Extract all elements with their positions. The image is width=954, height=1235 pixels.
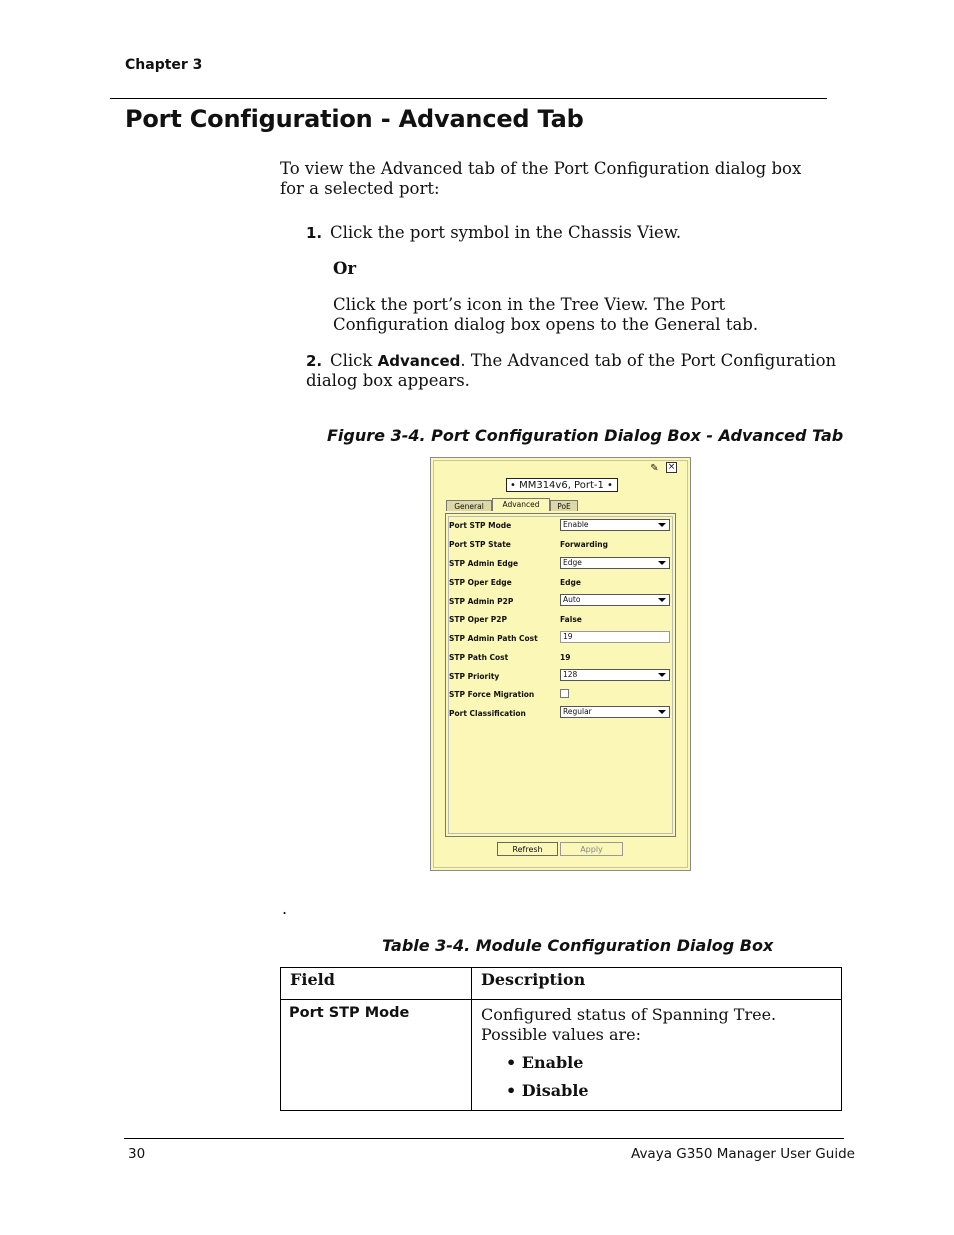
guide-title: Avaya G350 Manager User Guide (631, 1146, 855, 1162)
field-label: Port STP Mode (449, 521, 512, 530)
step-2-number: 2. (306, 352, 323, 370)
port-selector[interactable]: • MM314v6, Port-1 • (506, 478, 618, 492)
bullet-disable: • Disable (506, 1081, 589, 1100)
chevron-down-icon (658, 598, 666, 602)
intro-paragraph: To view the Advanced tab of the Port Configuration dialog box for a selected port: (280, 159, 802, 198)
step-1-text: Click the port symbol in the Chassis View. (330, 223, 682, 242)
table-row (281, 1000, 842, 1111)
step-2 (306, 351, 846, 391)
port-classification-select[interactable] (560, 706, 670, 718)
stp-admin-p2p-select[interactable] (560, 594, 670, 606)
header-field: Field (281, 968, 472, 1000)
header-rule (110, 98, 827, 99)
select-value: Edge (563, 558, 582, 567)
select-value: Enable (563, 520, 589, 529)
field-value: False (560, 615, 582, 624)
description-text: Configured status of Spanning Tree. Possible values are: (481, 1005, 777, 1044)
tab-advanced[interactable]: Advanced (492, 498, 550, 511)
select-value: Auto (563, 595, 581, 604)
step-1 (306, 223, 846, 243)
figure-caption: Figure 3-4. Port Configuration Dialog Box - Advanced Tab (327, 426, 844, 445)
stp-force-migration-checkbox[interactable] (560, 689, 569, 698)
field-label: STP Admin P2P (449, 597, 514, 606)
field-label: STP Oper Edge (449, 578, 512, 587)
field-label: STP Oper P2P (449, 615, 507, 624)
footer-rule (124, 1138, 844, 1139)
field-label: STP Admin Path Cost (449, 634, 538, 643)
close-icon[interactable]: × (667, 462, 676, 472)
section-title: Port Configuration - Advanced Tab (125, 105, 584, 133)
port-stp-mode-select[interactable] (560, 519, 670, 531)
port-config-dialog (430, 457, 691, 871)
apply-button[interactable]: Apply (560, 842, 623, 856)
select-value: Regular (563, 707, 592, 716)
chevron-down-icon (658, 673, 666, 677)
stray-period: . (282, 899, 288, 918)
field-label: Port STP State (449, 540, 511, 549)
field-value: 19 (560, 653, 571, 662)
tab-general[interactable]: General (446, 500, 492, 511)
step-2-keyword: Advanced (377, 352, 461, 370)
field-label: STP Force Migration (449, 690, 535, 699)
tab-poe[interactable]: PoE (550, 500, 578, 511)
stp-priority-select[interactable] (560, 669, 670, 681)
chevron-down-icon (658, 523, 666, 527)
step-2-pre: Click (330, 351, 378, 370)
field-label: STP Admin Edge (449, 559, 519, 568)
field-label: Port Classification (449, 709, 526, 718)
field-value: Forwarding (560, 540, 609, 549)
stp-admin-edge-select[interactable] (560, 557, 670, 569)
field-value: Edge (560, 578, 581, 587)
field-label: STP Path Cost (449, 653, 509, 662)
field-label: STP Priority (449, 672, 500, 681)
chevron-down-icon (658, 710, 666, 714)
chevron-down-icon (658, 561, 666, 565)
table-caption: Table 3-4. Module Configuration Dialog Box (382, 936, 774, 955)
row-field: Port STP Mode (281, 1000, 472, 1111)
header-description: Description (472, 968, 842, 1000)
chapter-header: Chapter 3 (125, 57, 203, 73)
step-1-number: 1. (306, 224, 323, 242)
step-2-post: . The Advanced tab of the Port Configuration dialog box appears. (306, 351, 837, 390)
help-icon[interactable]: ✎ (650, 463, 659, 474)
refresh-button[interactable]: Refresh (497, 842, 558, 856)
page-number: 30 (128, 1146, 146, 1162)
select-value: 128 (563, 670, 578, 679)
bullet-enable: • Enable (506, 1053, 584, 1072)
step-1-alternative: Click the port’s icon in the Tree View. The Port Configuration dialog box opens to the General tab. (333, 295, 759, 334)
stp-admin-path-cost-input[interactable]: 19 (560, 631, 670, 643)
table-header-row (281, 968, 842, 1000)
field-description-table (280, 967, 842, 1111)
row-description (472, 1000, 842, 1111)
step-1-or: Or (333, 259, 357, 278)
